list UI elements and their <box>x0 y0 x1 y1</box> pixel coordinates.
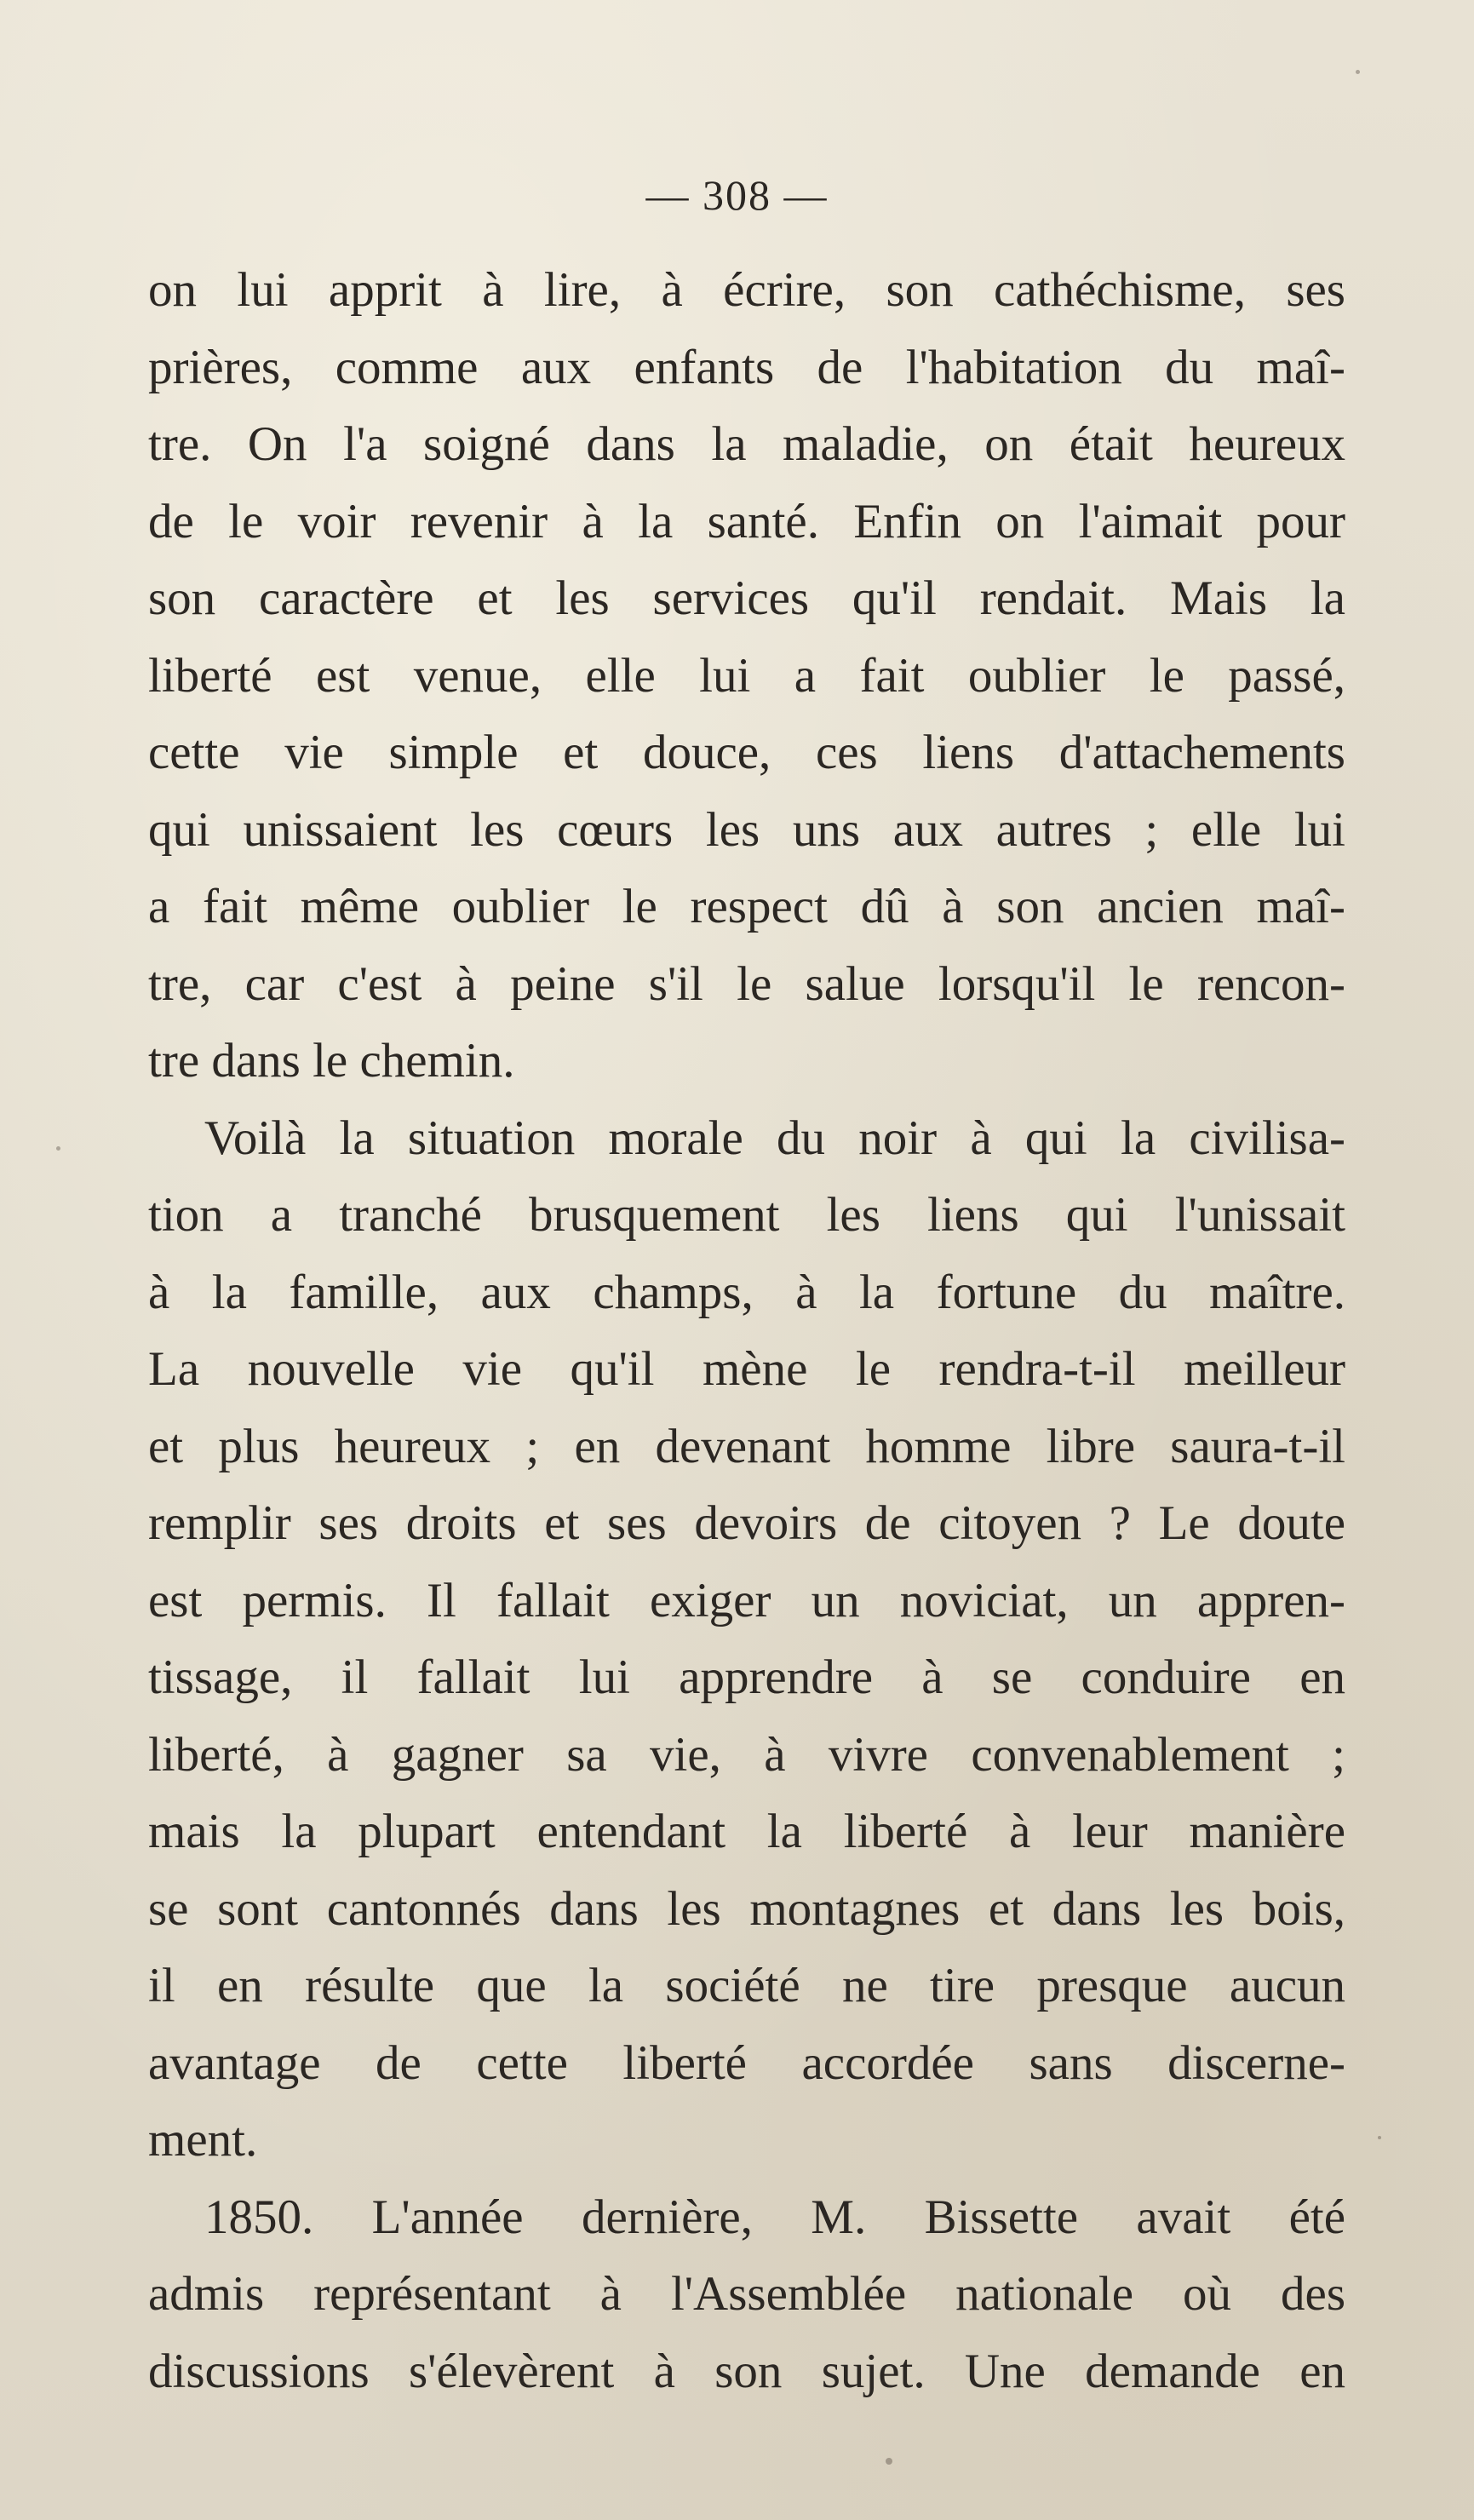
text-line: liberté, à gagner sa vie, à vivre convenablement ; <box>148 1727 1345 1782</box>
text-line: remplir ses droits et ses devoirs de citoyen ? Le doute <box>148 1496 1345 1550</box>
text-line: tissage, il fallait lui apprendre à se conduire en <box>148 1650 1345 1704</box>
text-line: ment. <box>148 2113 258 2167</box>
text-line: et plus heureux ; en devenant homme libre saura-t-il <box>148 1419 1345 1473</box>
text-line: tre dans le chemin. <box>148 1034 515 1088</box>
text-line: liberté est venue, elle lui a fait oublier le passé, <box>148 648 1345 703</box>
text-line: est permis. Il fallait exiger un noviciat, un appren- <box>148 1573 1345 1627</box>
text-line: se sont cantonnés dans les montagnes et dans les bois, <box>148 1881 1345 1936</box>
text-line: cette vie simple et douce, ces liens d'attachements <box>148 726 1345 779</box>
text-line: 1850. L'année dernière, M. Bissette avait été <box>204 2190 1345 2244</box>
text-line: tre, car c'est à peine s'il le salue lorsqu'il le rencon- <box>148 956 1345 1011</box>
text-line: mais la plupart entendant la liberté à leur manière <box>148 1805 1345 1858</box>
text-line: admis représentant à l'Assemblée nationale où des <box>148 2267 1345 2321</box>
paper-speck <box>1378 2136 1381 2139</box>
text-line: Voilà la situation morale du noir à qui la civilisa- <box>204 1111 1345 1165</box>
text-line: on lui apprit à lire, à écrire, son cathéchisme, ses <box>148 263 1345 317</box>
paper-speck <box>886 2458 892 2465</box>
text-line: il en résulte que la société ne tire presque aucun <box>148 1959 1345 2012</box>
text-line: prières, comme aux enfants de l'habitation du maî- <box>148 340 1345 394</box>
text-line: tre. On l'a soigné dans la maladie, on était heureux <box>148 417 1345 471</box>
text-line: discussions s'élevèrent à son sujet. Une demande en <box>148 2344 1345 2398</box>
text-line: a fait même oublier le respect dû à son ancien maî- <box>148 880 1345 933</box>
page-number: — 308 — <box>645 171 829 219</box>
text-line: tion a tranché brusquement les liens qui l'unissait <box>148 1188 1345 1242</box>
paper-speck <box>56 1146 60 1151</box>
text-line: avantage de cette liberté accordée sans discerne- <box>148 2035 1345 2090</box>
text-line: qui unissaient les cœurs les uns aux autres ; elle lui <box>148 802 1345 857</box>
text-line: La nouvelle vie qu'il mène le rendra-t-il meilleur <box>148 1342 1345 1396</box>
text-line: de le voir revenir à la santé. Enfin on l'aimait pour <box>148 494 1345 548</box>
body-text <box>148 252 1345 2410</box>
paper-speck <box>1356 70 1360 74</box>
text-line: son caractère et les services qu'il rendait. Mais la <box>148 571 1345 625</box>
text-line: à la famille, aux champs, à la fortune du maître. <box>148 1265 1345 1319</box>
